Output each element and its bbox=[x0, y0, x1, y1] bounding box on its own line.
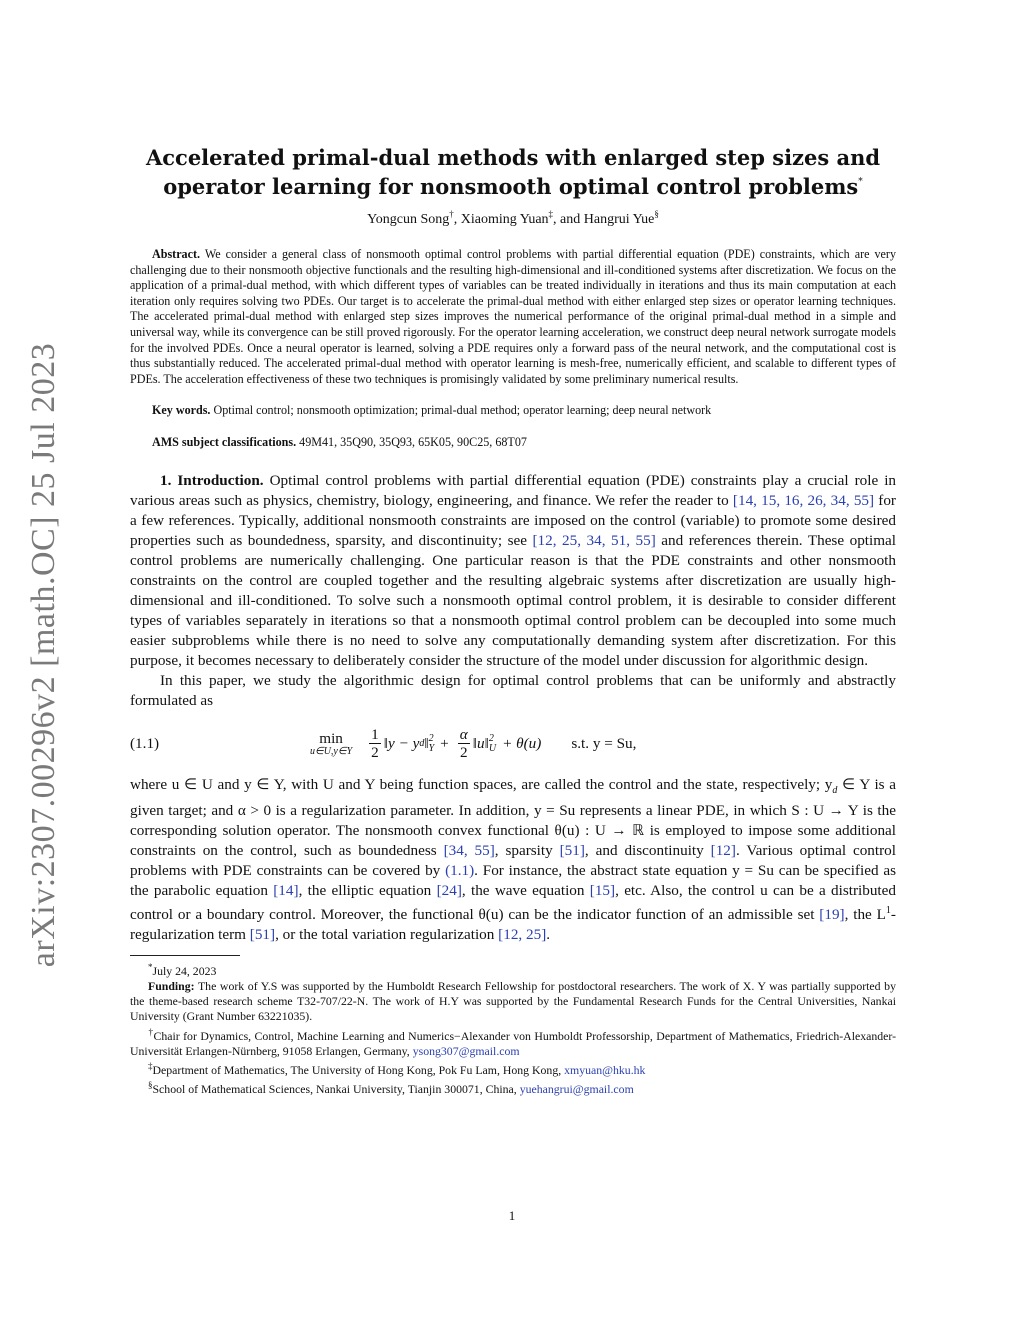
p3-text-13: . bbox=[546, 925, 551, 943]
p3-text-12: , or the total variation regularization bbox=[275, 925, 499, 943]
citation-link[interactable]: [34, 55] bbox=[443, 841, 495, 859]
l1-superscript: 1 bbox=[885, 904, 891, 916]
dagger-mark: † bbox=[148, 1026, 154, 1037]
equation-1-1 bbox=[130, 719, 896, 769]
ams-label: AMS subject classifications. bbox=[152, 434, 297, 449]
funding-text: The work of Y.S was supported by the Humboldt Research Fellowship for postdoctoral researchers. The work of X. Y was partially supported by the theme-based research scheme T32-707/22-N. The work of H.Y was supported by the Fundamental Research Funds for the Central Universities, Nankai University (Grant Number 63221035). bbox=[130, 978, 896, 1024]
email-link[interactable]: ysong307@gmail.com bbox=[412, 1043, 520, 1058]
norm-close: ‖ bbox=[424, 734, 429, 752]
footnote-date-mark: * bbox=[148, 961, 153, 972]
intro-p2-text: In this paper, we study the algorithmic design for optimal control problems that can be uniformly and abstractly formulated as bbox=[130, 671, 896, 709]
equation-number: (1.1) bbox=[130, 734, 160, 752]
intro-paragraph-2 bbox=[130, 671, 896, 711]
footnote-date-text: July 24, 2023 bbox=[152, 963, 217, 978]
email-link[interactable]: yuehangrui@gmail.com bbox=[519, 1082, 634, 1097]
p3-text-11: -regularization term bbox=[130, 905, 896, 943]
min-subscript: u∈U,y∈Y bbox=[310, 746, 353, 758]
p3-text-4: , and discontinuity bbox=[584, 841, 711, 859]
footnote-date bbox=[130, 960, 896, 979]
intro-paragraph-1 bbox=[130, 471, 896, 671]
title-line-2: operator learning for nonsmooth optimal control problems bbox=[163, 174, 859, 199]
theta-term: + θ(u) bbox=[502, 734, 542, 752]
ams-classifications bbox=[130, 435, 896, 451]
affiliation-3-text: School of Mathematical Sciences, Nankai University, Tianjin 300071, China, bbox=[152, 1082, 520, 1097]
alpha-numerator: α bbox=[459, 726, 468, 744]
author-2: Xiaoming Yuan bbox=[460, 212, 549, 227]
p3-text-9: , etc. Also, the control u can be a distributed control or a boundary control. Moreover, the functional θ(u) can be the indicator function of an admissible set bbox=[130, 881, 896, 923]
abstract-label: Abstract. bbox=[152, 247, 201, 261]
author-3-mark: § bbox=[654, 209, 659, 219]
citation-link[interactable]: [12] bbox=[710, 841, 736, 859]
min-operator bbox=[310, 730, 352, 757]
arxiv-identifier-stamp bbox=[14, 340, 74, 970]
norm-square: 2 bbox=[428, 732, 434, 744]
abstract-text: We consider a general class of nonsmooth optimal control problems with partial differential equation (PDE) constraints, which are very challenging due to their nonsmooth objective functionals and the resulting high-dimensional and ill-conditioned systems after discretization. We focus on the application of a primal-dual method, with which different types of variables can be treated individually in iterations and thus its main computation at each iteration only requires solving two PDEs. Our target is to accelerate the primal-dual method with either enlarged step sizes or operator learning techniques. The accelerated primal-dual method with enlarged step sizes improves the numerical performance of the original primal-dual method in a simple and universal way, while its convergence can be still proved rigorously. For the operator learning acceleration, we construct deep neural network surrogate models for the involved PDEs. Once a neural operator is learned, solving a PDE requires only a forward pass of the neural network, and the computational cost is thus substantially reduced. The accelerated primal-dual method with operator learning is mesh-free, numerically efficient, and scalable to different types of PDEs. The acceleration effectiveness of these two techniques is promisingly validated by some preliminary numerical results. bbox=[130, 247, 896, 386]
fraction-numerator: 1 bbox=[371, 726, 379, 744]
section-heading-introduction: 1. Introduction. bbox=[160, 471, 264, 489]
email-link[interactable]: xmyuan@hku.hk bbox=[564, 1063, 646, 1078]
p3-text-8: , the wave equation bbox=[461, 881, 590, 899]
intro-paragraph-3 bbox=[130, 775, 896, 945]
author-1-mark: † bbox=[449, 209, 454, 219]
intro-p1-text-1: Optimal control problems with partial differential equation (PDE) constraints play a crucial role in various areas such as physics, chemistry, biology, engineering, and finance. We refer the reader to bbox=[130, 471, 897, 509]
affiliation-2-text: Department of Mathematics, The University of Hong Kong, Pok Fu Lam, Hong Kong, bbox=[152, 1063, 565, 1078]
author-separator-1: , bbox=[453, 212, 461, 227]
p3-text-5: . Various optimal control problems with PDE constraints can be covered by bbox=[130, 841, 896, 879]
footnote-funding bbox=[130, 979, 896, 1025]
keywords bbox=[130, 403, 896, 419]
author-1: Yongcun Song bbox=[367, 212, 450, 227]
citation-link[interactable]: [12, 25] bbox=[498, 925, 547, 943]
title-footnote-mark: * bbox=[858, 177, 863, 187]
keywords-text: Optimal control; nonsmooth optimization; primal-dual method; operator learning; deep neural network bbox=[213, 403, 712, 418]
author-3: Hangrui Yue bbox=[583, 212, 655, 227]
p3-yd-subscript: d bbox=[832, 784, 838, 796]
norm-u-square: 2 bbox=[488, 732, 494, 744]
footnote-divider bbox=[130, 955, 240, 956]
citation-link[interactable]: [51] bbox=[249, 925, 276, 943]
fraction-alpha-half bbox=[458, 726, 470, 761]
paper-title bbox=[130, 145, 896, 199]
citation-link[interactable]: [51] bbox=[559, 841, 585, 859]
min-label: min bbox=[319, 730, 343, 748]
alpha-denominator: 2 bbox=[459, 744, 468, 762]
keywords-label: Key words. bbox=[152, 403, 211, 418]
footnote-affiliation-1 bbox=[130, 1025, 896, 1060]
citation-link[interactable]: [14, 15, 16, 26, 34, 55] bbox=[732, 491, 875, 509]
author-separator-2: , and bbox=[553, 212, 584, 227]
ams-text: 49M41, 35Q90, 35Q93, 65K05, 90C25, 68T07 bbox=[299, 434, 527, 449]
citation-link[interactable]: [24] bbox=[436, 881, 462, 899]
p3-text-2: ∈ Y is a given target; and α > 0 is a regularization parameter. In addition, y = Su represents a linear PDE, in which S : U → Y is the corresponding solution operator. The nonsmooth convex functional θ(u) : U → ℝ is employed to impose some additional constraints on the control, such as boundedness bbox=[130, 775, 896, 859]
p3-text-6: . For instance, the abstract state equation y = Su can be specified as the parabolic equation bbox=[130, 861, 896, 899]
equation-body bbox=[310, 719, 636, 769]
author-2-mark: ‡ bbox=[548, 209, 554, 219]
yd-subscript: d bbox=[419, 738, 425, 750]
affiliation-1-text: Chair for Dynamics, Control, Machine Learning and Numerics−Alexander von Humboldt Professorship, Department of Mathematics, Friedrich-Alexander-Universität Erlangen-Nürnberg, 91058 Erlangen, Germany, bbox=[130, 1028, 896, 1058]
plus-sign: + bbox=[440, 734, 449, 752]
norm-y-scripts bbox=[429, 734, 435, 754]
fraction-one-half bbox=[369, 726, 381, 761]
title-line-1: Accelerated primal-dual methods with enlarged step sizes and bbox=[145, 145, 881, 170]
author-list bbox=[130, 205, 896, 229]
p3-text-1: where u ∈ U and y ∈ Y, with U and Y being function spaces, are called the control and the state, respectively; y bbox=[130, 775, 833, 793]
norm-space-u: U bbox=[488, 742, 497, 754]
funding-label: Funding: bbox=[148, 978, 195, 993]
abstract bbox=[130, 247, 896, 387]
page-content bbox=[130, 145, 896, 1098]
norm-term-y: ‖y − y bbox=[383, 734, 420, 752]
arxiv-stamp-text: arXiv:2307.00296v2 [math.OC] 25 Jul 2023 bbox=[25, 342, 62, 968]
constraint-text: s.t. y = Su, bbox=[571, 734, 637, 752]
norm-u-scripts bbox=[489, 734, 496, 754]
footnotes bbox=[130, 960, 896, 1098]
page-number: 1 bbox=[508, 1208, 516, 1223]
citation-link[interactable]: [15] bbox=[589, 881, 616, 899]
citation-link[interactable]: [14] bbox=[273, 881, 299, 899]
double-dagger-mark: ‡ bbox=[148, 1061, 153, 1072]
fraction-denominator: 2 bbox=[371, 744, 379, 762]
p3-text-3: , sparsity bbox=[494, 841, 560, 859]
footnote-affiliation-2 bbox=[130, 1059, 896, 1078]
p3-text-7: , the elliptic equation bbox=[298, 881, 437, 899]
citation-link[interactable]: [19] bbox=[819, 905, 845, 923]
p3-text-10: , the L bbox=[844, 905, 886, 923]
intro-p1-text-2: for a few references. Typically, additional nonsmooth constraints are imposed on the control (variable) to promote some desired properties such as boundedness, sparsity, and discontinuity; see bbox=[130, 491, 896, 549]
norm-space-y: Y bbox=[428, 742, 435, 754]
equation-reference-link[interactable]: (1.1) bbox=[445, 861, 475, 879]
section-mark: § bbox=[148, 1080, 153, 1091]
norm-term-u: ‖u‖ bbox=[472, 734, 489, 752]
intro-p1-text-3: and references therein. These optimal control problems are numerically challenging. One particular reason is that the PDE constraints and other nonsmooth constraints on the control are coupled together and the resulting algebraic systems after discretization are usually high-dimensional and ill-conditioned. To solve such a nonsmooth optimal control problem, it is desirable to consider different types of variables separately in iterations so that a nonsmooth optimal control problem can be decoupled into some much easier subproblems while there is no need to solve any computationally demanding system after discretization. For this purpose, it becomes necessary to deliberately consider the structure of the model under discussion for algorithmic design. bbox=[130, 531, 896, 669]
citation-link[interactable]: [12, 25, 34, 51, 55] bbox=[532, 531, 656, 549]
footnote-affiliation-3 bbox=[130, 1078, 896, 1097]
